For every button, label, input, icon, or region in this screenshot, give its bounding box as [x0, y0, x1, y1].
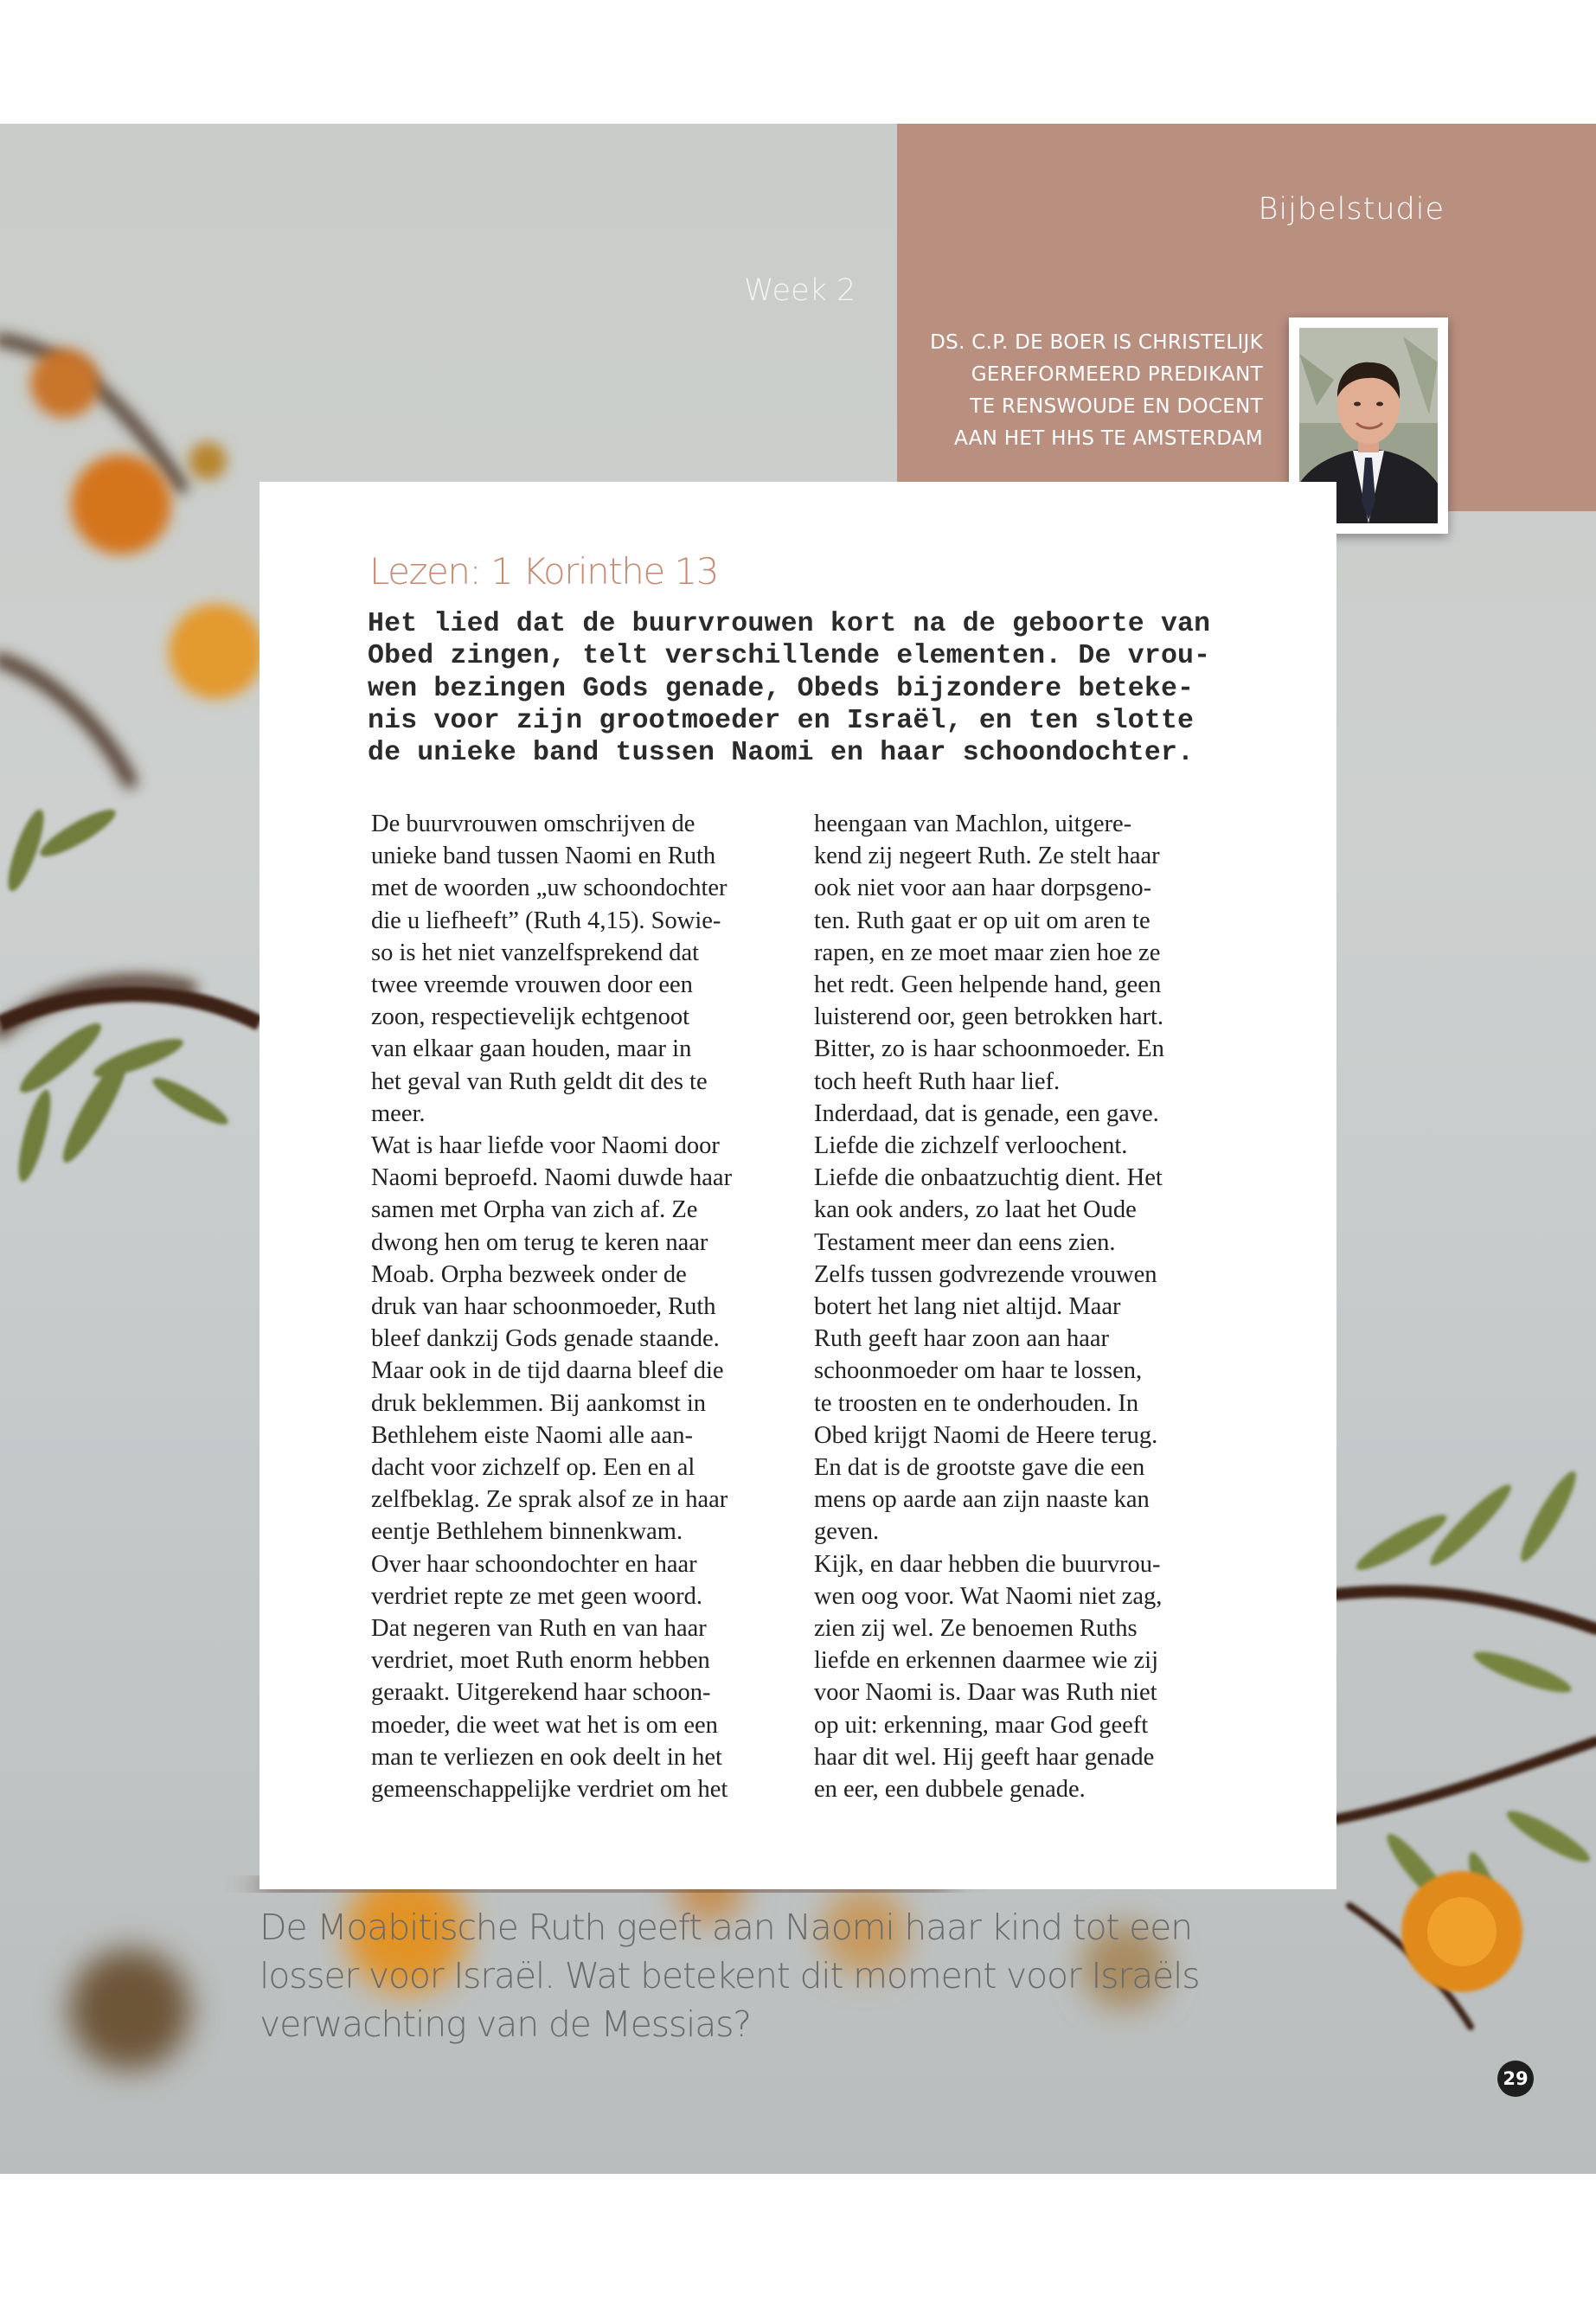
body-line: schoonmoeder om haar te lossen,: [814, 1357, 1143, 1385]
body-line: zien zij wel. Ze benoemen Ruths: [814, 1615, 1138, 1643]
intro-line: Obed zingen, telt verschillende elementen. De vrou-: [368, 641, 1211, 672]
body-line: wen oog voor. Wat Naomi niet zag,: [814, 1582, 1163, 1610]
body-line: en eer, een dubbele genade.: [814, 1776, 1086, 1804]
body-line: samen met Orpha van zich af. Ze: [371, 1196, 698, 1224]
body-line: moeder, die weet wat het is om een: [371, 1711, 718, 1739]
body-line: geven.: [814, 1518, 880, 1546]
question-line: losser voor Israël. Wat betekent dit moment voor Israëls: [260, 1955, 1200, 1997]
intro-line: Het lied dat de buurvrouwen kort na de geboorte van: [368, 609, 1211, 639]
body-line: ook niet voor aan haar dorpsgeno-: [814, 875, 1152, 902]
body-line: meer.: [371, 1099, 426, 1127]
section-label: Bijbelstudie: [1258, 192, 1445, 227]
intro-line: de unieke band tussen Naomi en haar schoondochter.: [368, 738, 1195, 769]
body-line: van elkaar gaan houden, maar in: [371, 1035, 692, 1063]
body-line: De buurvrouwen omschrijven de: [371, 811, 695, 837]
body-line: op uit: erkenning, maar God geeft: [814, 1711, 1149, 1739]
body-line: Ruth geeft haar zoon aan haar: [814, 1325, 1110, 1353]
body-line: Zelfs tussen godvrezende vrouwen: [814, 1260, 1157, 1288]
body-line: rapen, en ze moet maar zien hoe ze: [814, 939, 1161, 966]
body-line: eentje Bethlehem binnenkwam.: [371, 1518, 683, 1546]
body-line: Bethlehem eiste Naomi alle aan-: [371, 1421, 693, 1449]
body-line: heengaan van Machlon, uitgere-: [814, 811, 1132, 837]
body-line: die u liefheeft” (Ruth 4,15). Sowie-: [371, 907, 721, 934]
body-line: Testament meer dan eens zien.: [814, 1228, 1116, 1256]
body-line: Wat is haar liefde voor Naomi door: [371, 1132, 720, 1160]
body-line: zoon, respectievelijk echtgenoot: [371, 1003, 689, 1031]
body-line: Liefde die onbaatzuchtig dient. Het: [814, 1164, 1163, 1192]
page-number-badge: 29: [1497, 2061, 1534, 2097]
question-line: verwachting van de Messias?: [260, 2003, 751, 2045]
body-line: Moab. Orpha bezweek onder de: [371, 1260, 687, 1288]
body-line: verdriet repte ze met geen woord.: [371, 1582, 702, 1610]
body-line: het redt. Geen helpende hand, geen: [814, 971, 1162, 999]
body-line: unieke band tussen Naomi en Ruth: [371, 843, 716, 870]
body-line: Over haar schoondochter en haar: [371, 1550, 697, 1578]
article-intro: [368, 608, 1241, 769]
body-line: liefde en erkennen daarmee wie zij: [814, 1647, 1158, 1675]
body-line: kan ook anders, zo laat het Oude: [814, 1196, 1137, 1224]
body-line: druk beklemmen. Bij aankomst in: [371, 1389, 707, 1417]
question-line: De Moabitische Ruth geeft aan Naomi haar kind tot een: [260, 1907, 1192, 1948]
intro-line: nis voor zijn grootmoeder en Israël, en ten slotte: [368, 705, 1195, 736]
author-bio: [856, 327, 1263, 455]
body-line: verdriet, moet Ruth enorm hebben: [371, 1647, 710, 1675]
discussion-question: [260, 1903, 1211, 2048]
article-column-left: [371, 808, 786, 1805]
body-line: toch heeft Ruth haar lief.: [814, 1067, 1061, 1095]
body-line: En dat is de grootste gave die een: [814, 1454, 1145, 1482]
body-line: Maar ook in de tijd daarna bleef die: [371, 1357, 724, 1385]
body-line: botert het lang niet altijd. Maar: [814, 1293, 1121, 1321]
author-bio-line: AAN HET HHS TE AMSTERDAM: [953, 427, 1263, 450]
reading-heading: Lezen: 1 Korinthe 13: [369, 550, 719, 593]
body-line: geraakt. Uitgerekend haar schoon-: [371, 1679, 711, 1707]
body-line: te troosten en te onderhouden. In: [814, 1389, 1139, 1417]
body-line: Obed krijgt Naomi de Heere terug.: [814, 1421, 1158, 1449]
body-line: haar dit wel. Hij geeft haar genade: [814, 1743, 1155, 1771]
body-line: Dat negeren van Ruth en van haar: [371, 1615, 707, 1643]
body-line: Bitter, zo is haar schoonmoeder. En: [814, 1035, 1164, 1063]
body-line: zelfbeklag. Ze sprak alsof ze in haar: [371, 1486, 728, 1514]
author-bio-line: GEREFORMEERD PREDIKANT: [971, 363, 1263, 386]
body-line: man te verliezen en ook deelt in het: [371, 1743, 722, 1771]
body-line: so is het niet vanzelfsprekend dat: [371, 939, 700, 966]
body-line: voor Naomi is. Daar was Ruth niet: [814, 1679, 1157, 1707]
week-label: Week 2: [744, 273, 856, 308]
intro-line: wen bezingen Gods genade, Obeds bijzondere beteke-: [368, 673, 1195, 704]
body-line: met de woorden „uw schoondochter: [371, 875, 727, 902]
author-bio-line: TE RENSWOUDE EN DOCENT: [970, 395, 1263, 418]
body-line: Kijk, en daar hebben die buurvrou-: [814, 1550, 1161, 1578]
body-line: dacht voor zichzelf op. Een en al: [371, 1454, 695, 1482]
body-line: kend zij negeert Ruth. Ze stelt haar: [814, 843, 1160, 870]
body-line: ten. Ruth gaat er op uit om aren te: [814, 907, 1151, 934]
body-line: dwong hen om terug te keren naar: [371, 1228, 708, 1256]
article-column-right: [814, 808, 1229, 1805]
body-line: het geval van Ruth geldt dit des te: [371, 1067, 708, 1095]
body-line: Inderdaad, dat is genade, een gave.: [814, 1099, 1159, 1127]
author-bio-line: DS. C.P. DE BOER IS CHRISTELIJK: [930, 331, 1263, 354]
body-line: gemeenschappelijke verdriet om het: [371, 1776, 728, 1804]
body-line: druk van haar schoonmoeder, Ruth: [371, 1293, 716, 1321]
body-line: mens op aarde aan zijn naaste kan: [814, 1486, 1150, 1514]
body-line: Liefde die zichzelf verloochent.: [814, 1132, 1128, 1160]
body-line: bleef dankzij Gods genade staande.: [371, 1325, 720, 1353]
body-line: luisterend oor, geen betrokken hart.: [814, 1003, 1164, 1031]
body-line: Naomi beproefd. Naomi duwde haar: [371, 1164, 733, 1192]
body-line: twee vreemde vrouwen door een: [371, 971, 693, 999]
